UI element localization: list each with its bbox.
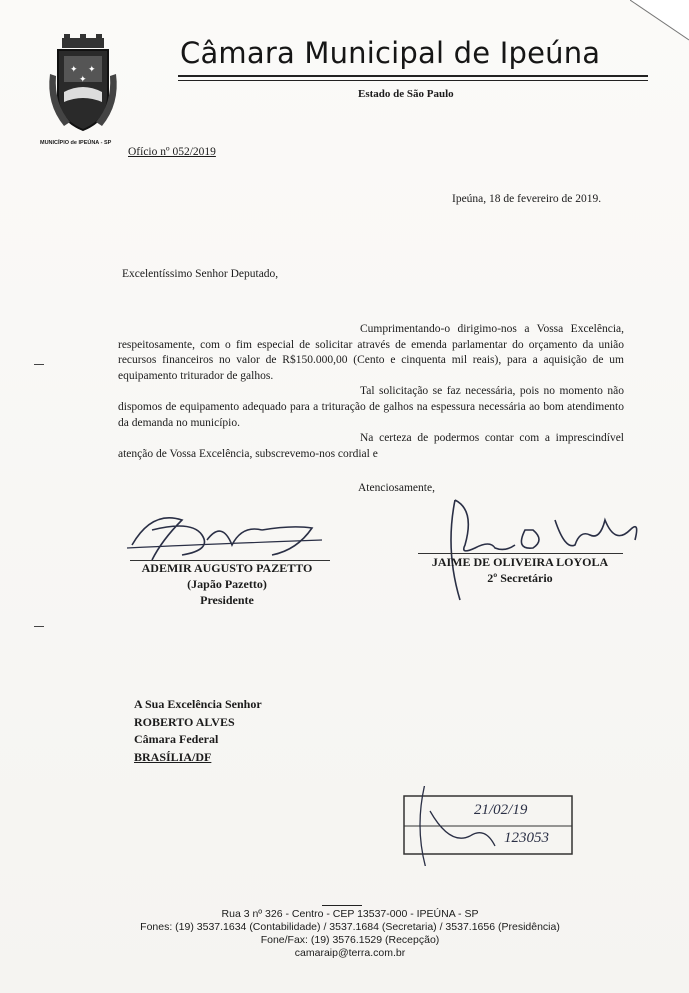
signatory-president bbox=[112, 560, 342, 608]
signatory-name: ADEMIR AUGUSTO PAZETTO bbox=[141, 561, 313, 575]
signatory-nickname: (Japão Pazetto) bbox=[187, 577, 267, 591]
salutation: Excelentíssimo Senhor Deputado, bbox=[122, 268, 279, 280]
stamp-date: 21/02/19 bbox=[474, 802, 528, 818]
reception-stamp bbox=[400, 786, 580, 866]
svg-text:✦: ✦ bbox=[79, 75, 87, 85]
letter-date: Ipeúna, 18 de fevereiro de 2019. bbox=[452, 193, 602, 205]
recipient-block bbox=[134, 696, 262, 766]
signatory-secretary bbox=[410, 554, 630, 586]
stamp-frame-icon bbox=[400, 786, 580, 866]
svg-text:✦: ✦ bbox=[70, 65, 78, 75]
signatory-role: 2º Secretário bbox=[487, 571, 553, 585]
letter-reference: Ofício nº 052/2019 bbox=[128, 146, 216, 158]
stamp-number: 123053 bbox=[504, 830, 549, 846]
signature-secretary-icon bbox=[415, 490, 645, 610]
municipal-crest-icon bbox=[44, 34, 122, 142]
margin-mark bbox=[34, 626, 44, 627]
svg-text:✦: ✦ bbox=[88, 65, 96, 75]
title-rule-thin bbox=[178, 80, 648, 81]
body-paragraph: Tal solicitação se faz necessária, pois no momento não dispomos de equipamento adequado para a trituração de galhos na espessura necessária ao bom atendimento da demanda no município. bbox=[118, 385, 624, 429]
recipient-name: ROBERTO ALVES bbox=[134, 714, 235, 729]
recipient-institution: Câmara Federal bbox=[134, 732, 219, 746]
body-paragraph: Na certeza de podermos contar com a imprescindível atenção de Vossa Excelência, subscrevemo-nos cordial e bbox=[118, 432, 624, 460]
footer-rule bbox=[322, 905, 362, 906]
body-paragraph: Cumprimentando-o dirigimo-nos a Vossa Excelência, respeitosamente, com o fim especial de solicitar através de emenda parlamentar do orçamento da união recursos financeiros no valor de R$150.000,00 (Cento e cinquenta mil reais), para a aquisição de um equipamento triturador de galhos. bbox=[118, 323, 624, 382]
crest-caption: MUNICÍPIO de IPEÚNA - SP bbox=[40, 140, 112, 146]
footer-fax: Fone/Fax: (19) 3576.1529 (Recepção) bbox=[260, 934, 440, 946]
folded-corner-decoration bbox=[630, 0, 689, 60]
recipient-city: BRASÍLIA/DF bbox=[134, 749, 212, 764]
footer-phones: Fones: (19) 3537.1634 (Contabilidade) / 3537.1684 (Secretaria) / 3537.1656 (Presidência) bbox=[140, 921, 560, 933]
title-rule bbox=[178, 75, 648, 77]
footer-email: camaraip@terra.com.br bbox=[294, 947, 406, 959]
letter-body bbox=[118, 322, 624, 462]
letterhead-footer bbox=[100, 908, 600, 960]
recipient-line: A Sua Excelência Senhor bbox=[134, 697, 262, 711]
closing: Atenciosamente, bbox=[358, 482, 435, 494]
signatory-role: Presidente bbox=[200, 593, 254, 607]
letterhead-title: Câmara Municipal de Ipeúna bbox=[180, 36, 601, 70]
letterhead-subtitle: Estado de São Paulo bbox=[358, 88, 454, 100]
signatory-name: JAIME DE OLIVEIRA LOYOLA bbox=[431, 555, 609, 569]
margin-mark bbox=[34, 364, 44, 365]
footer-address: Rua 3 nº 326 - Centro - CEP 13537-000 - IPEÚNA - SP bbox=[221, 908, 479, 920]
